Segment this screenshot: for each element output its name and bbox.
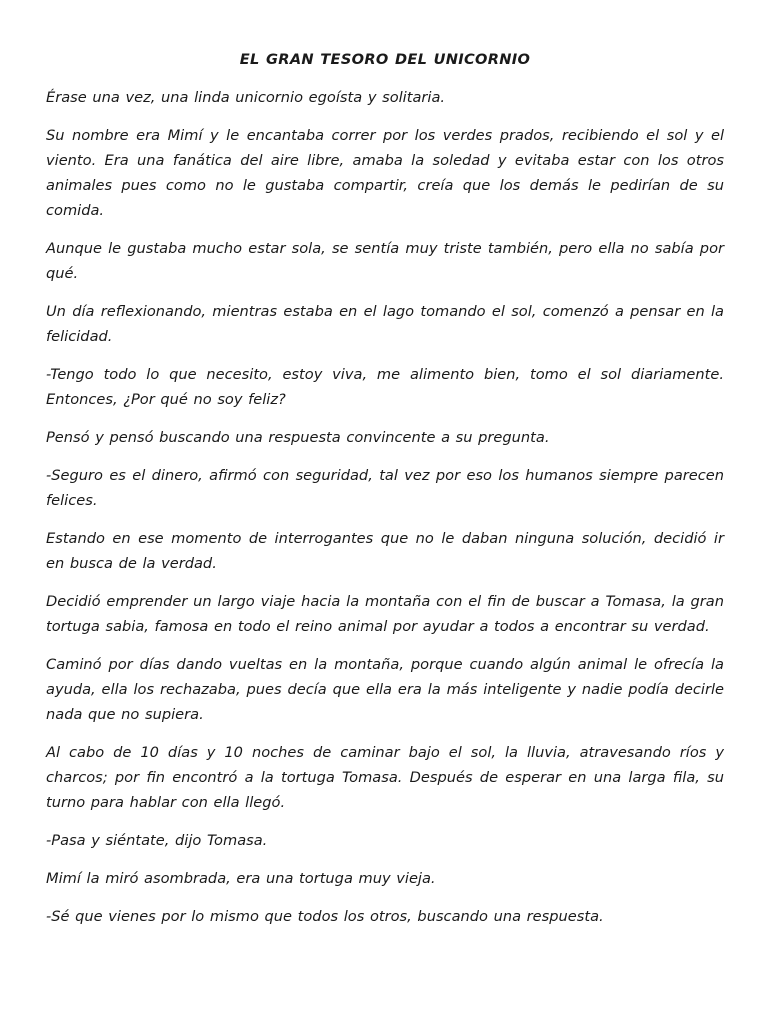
paragraph-11: Al cabo de 10 días y 10 noches de caminar bajo el sol, la lluvia, atravesando ríos y charcos; por fin encontró a la tortuga Tomasa. Después de esperar en una larga fila, su turno para hablar con ella llegó. (46, 744, 724, 811)
paragraph-1: Érase una vez, una linda unicornio egoísta y solitaria. (46, 89, 446, 106)
paragraph-6: Pensó y pensó buscando una respuesta convincente a su pregunta. (46, 429, 550, 446)
document-title: EL GRAN TESORO DEL UNICORNIO (239, 51, 531, 68)
paragraph-5: -Tengo todo lo que necesito, estoy viva, me alimento bien, tomo el sol diariamente. Entonces, ¿Por qué no soy feliz? (46, 366, 724, 408)
paragraph-12: -Pasa y siéntate, dijo Tomasa. (46, 832, 268, 849)
paragraph-10: Caminó por días dando vueltas en la montaña, porque cuando algún animal le ofrecía la ayuda, ella los rechazaba, pues decía que ella era la más inteligente y nadie podía decirle nada que no supiera. (46, 656, 724, 723)
paragraph-2: Su nombre era Mimí y le encantaba correr por los verdes prados, recibiendo el sol y el viento. Era una fanática del aire libre, amaba la soledad y evitaba estar con los otros animales pues como no le gustaba compartir, creía que los demás le pedirían de su comida. (46, 127, 724, 219)
paragraph-14: -Sé que vienes por lo mismo que todos los otros, buscando una respuesta. (46, 908, 604, 925)
paragraph-8: Estando en ese momento de interrogantes que no le daban ninguna solución, decidió ir en busca de la verdad. (46, 530, 724, 572)
paragraph-4: Un día reflexionando, mientras estaba en el lago tomando el sol, comenzó a pensar en la felicidad. (46, 303, 724, 345)
paragraph-7: -Seguro es el dinero, afirmó con seguridad, tal vez por eso los humanos siempre parecen felices. (46, 467, 724, 509)
paragraph-9: Decidió emprender un largo viaje hacia la montaña con el fin de buscar a Tomasa, la gran tortuga sabia, famosa en todo el reino animal por ayudar a todos a encontrar su verdad. (46, 593, 724, 635)
document-page (46, 50, 724, 942)
paragraph-13: Mimí la miró asombrada, era una tortuga muy vieja. (46, 870, 436, 887)
document-body (46, 85, 724, 929)
paragraph-3: Aunque le gustaba mucho estar sola, se sentía muy triste también, pero ella no sabía por qué. (46, 240, 724, 282)
